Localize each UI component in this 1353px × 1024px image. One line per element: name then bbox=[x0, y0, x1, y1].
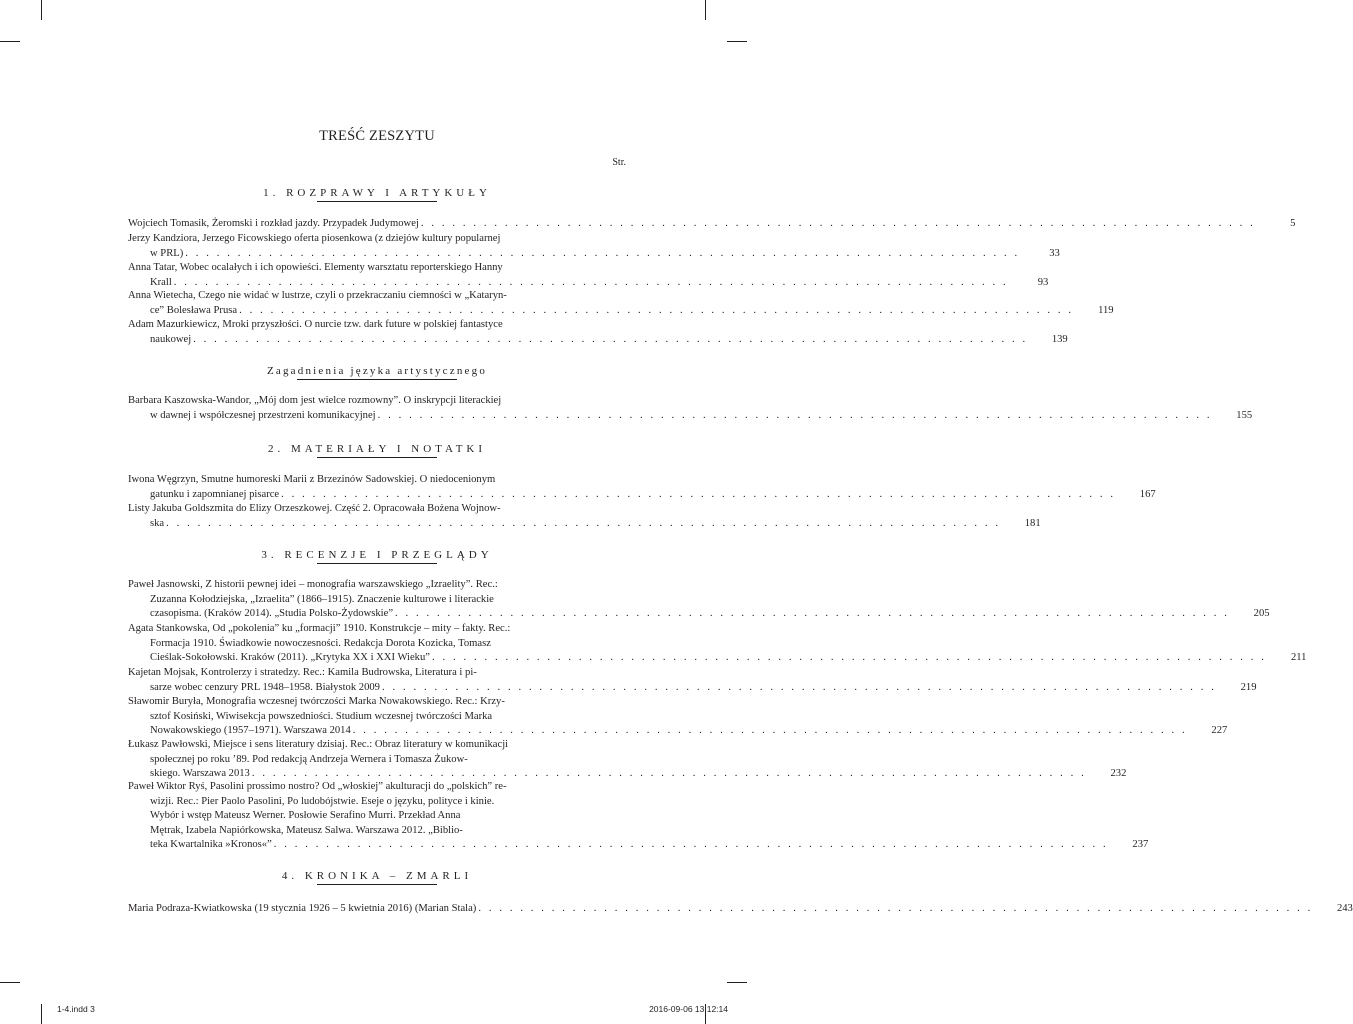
toc-entry-text: sztof Kosiński, Wiwisekcja powszedniości. Studium wczesnej twórczości Marka bbox=[150, 710, 493, 722]
toc-entry-text: teka Kwartalnika »Kronos«” bbox=[150, 839, 272, 850]
toc-entry-text: Nowakowskiego (1957–1971). Warszawa 2014 bbox=[150, 725, 351, 736]
toc-entry-line bbox=[128, 809, 626, 824]
toc-entry-text: Adam Mazurkiewicz, Mroki przyszłości. O nurcie tzw. dark future w polskiej fantastyce bbox=[128, 319, 503, 330]
toc-entry[interactable] bbox=[128, 780, 1149, 853]
dot-leader: . . . . . . . . . . . . . . . . . . . . . . . . . . . . . . . . . . . . . . . . . . . . . . . . . . . . . . . . . . . . . . . . . . . . . . . . . . . . . . . . bbox=[352, 725, 1188, 736]
toc-entry-line bbox=[128, 710, 626, 725]
toc-entry-text: Anna Tatar, Wobec ocalałych i ich opowieści. Elementy warsztatu reporterskiego Hanny bbox=[128, 262, 503, 273]
dot-leader: . . . . . . . . . . . . . . . . . . . . . . . . . . . . . . . . . . . . . . . . . . . . . . . . . . . . . . . . . . . . . . . . . . . . . . . . . . . . . . . . bbox=[193, 333, 1028, 345]
dot-leader: . . . . . . . . . . . . . . . . . . . . . . . . . . . . . . . . . . . . . . . . . . . . . . . . . . . . . . . . . . . . . . . . . . . . . . . . . . . . . . . . bbox=[377, 409, 1213, 421]
toc-entry-line bbox=[128, 681, 1257, 696]
toc-entry-text: sarze wobec cenzury PRL 1948–1958. Białystok 2009 bbox=[150, 681, 380, 693]
toc-entry-text: skiego. Warszawa 2013 bbox=[150, 768, 250, 779]
toc-entry[interactable] bbox=[128, 232, 1060, 261]
toc-entry-line bbox=[128, 666, 626, 681]
toc-entry-text: w PRL) bbox=[150, 247, 184, 259]
page-number: 232 bbox=[1110, 768, 1127, 779]
crop-mark bbox=[727, 41, 747, 42]
dot-leader: . . . . . . . . . . . . . . . . . . . . . . . . . . . . . . . . . . . . . . . . . . . . . . . . . . . . . . . . . . . . . . . . . . . . . . . . . . . . . . . . bbox=[381, 681, 1217, 693]
section-heading-3: 3. RECENZJE I PRZEGLĄDY bbox=[128, 549, 626, 564]
toc-entry-line bbox=[128, 488, 1156, 503]
subsection-heading: Zagadnienia języka artystycznego bbox=[128, 365, 626, 380]
page-number: 139 bbox=[1051, 333, 1068, 345]
toc-entry-text: Maria Podraza-Kwiatkowska (19 stycznia 1926 – 5 kwietnia 2016) (Marian Stala) bbox=[128, 903, 477, 914]
toc-entry-line bbox=[128, 217, 1296, 232]
toc-entry[interactable] bbox=[128, 217, 1296, 232]
toc-entry-line bbox=[128, 394, 626, 409]
toc-entry-line bbox=[128, 902, 1353, 917]
crop-mark bbox=[41, 0, 42, 20]
dot-leader: . . . . . . . . . . . . . . . . . . . . . . . . . . . . . . . . . . . . . . . . . . . . . . . . . . . . . . . . . . . . . . . . . . . . . . . . . . . . . . . . bbox=[273, 839, 1109, 850]
toc-entry-line bbox=[128, 753, 626, 768]
toc-entry-text: naukowej bbox=[150, 333, 192, 345]
crop-mark bbox=[727, 982, 747, 983]
page-number: 205 bbox=[1253, 608, 1270, 619]
toc-entry-text: Barbara Kaszowska-Wandor, „Mój dom jest wielce rozmowny”. O inskrypcji literackiej bbox=[128, 395, 502, 406]
section-heading-1: 1. ROZPRAWY I ARTYKUŁY bbox=[128, 187, 626, 202]
toc-entry[interactable] bbox=[128, 902, 1353, 917]
dot-leader: . . . . . . . . . . . . . . . . . . . . . . . . . . . . . . . . . . . . . . . . . . . . . . . . . . . . . . . . . . . . . . . . . . . . . . . . . . . . . . . . bbox=[239, 304, 1074, 316]
crop-mark bbox=[0, 41, 20, 42]
toc-entry-line bbox=[128, 232, 626, 247]
toc-entry-line bbox=[128, 261, 626, 276]
toc-entry-text: Paweł Wiktor Ryś, Pasolini prossimo nostro? Od „włoskiej” akulturacji do „polskich” re- bbox=[128, 781, 507, 792]
dot-leader: . . . . . . . . . . . . . . . . . . . . . . . . . . . . . . . . . . . . . . . . . . . . . . . . . . . . . . . . . . . . . . . . . . . . . . . . . . . . . . . . bbox=[281, 488, 1116, 500]
toc-entry-text: Jerzy Kandziora, Jerzego Ficowskiego oferta piosenkowa (z dziejów kultury popularnej bbox=[128, 233, 501, 244]
toc-entry-text: Wojciech Tomasik, Żeromski i rozkład jazdy. Przypadek Judymowej bbox=[128, 218, 419, 229]
toc-entry-line bbox=[128, 517, 1041, 532]
dot-leader: . . . . . . . . . . . . . . . . . . . . . . . . . . . . . . . . . . . . . . . . . . . . . . . . . . . . . . . . . . . . . . . . . . . . . . . . . . . . . . . . bbox=[173, 276, 1009, 288]
crop-mark bbox=[0, 982, 20, 983]
toc-entry[interactable] bbox=[128, 502, 1041, 531]
toc-entry-line bbox=[128, 289, 626, 304]
toc-entry-line bbox=[128, 824, 626, 839]
toc-entry-text: gatunku i zapomnianej pisarce bbox=[150, 488, 280, 500]
toc-entry-line bbox=[128, 607, 1270, 622]
dot-leader: . . . . . . . . . . . . . . . . . . . . . . . . . . . . . . . . . . . . . . . . . . . . . . . . . . . . . . . . . . . . . . . . . . . . . . . . . . . . . . . . bbox=[166, 517, 1001, 529]
toc-entry-text: Listy Jakuba Goldszmita do Elizy Orzeszkowej. Część 2. Opracowała Bożena Wojnow- bbox=[128, 503, 501, 514]
dot-leader: . . . . . . . . . . . . . . . . . . . . . . . . . . . . . . . . . . . . . . . . . . . . . . . . . . . . . . . . . . . . . . . . . . . . . . . . . . . . . . . . bbox=[478, 903, 1313, 914]
crop-mark bbox=[41, 1004, 42, 1024]
crop-mark bbox=[705, 0, 706, 20]
toc-entry-text: Anna Wietecha, Czego nie widać w lustrze, czyli o przekraczaniu ciemności w „Kataryn- bbox=[128, 290, 507, 301]
page-number: 119 bbox=[1098, 304, 1114, 316]
toc-entry-line bbox=[128, 637, 626, 652]
toc-entry-line bbox=[128, 795, 626, 810]
dot-leader: . . . . . . . . . . . . . . . . . . . . . . . . . . . . . . . . . . . . . . . . . . . . . . . . . . . . . . . . . . . . . . . . . . . . . . . . . . . . . . . . bbox=[251, 768, 1087, 779]
toc-entry-text: Zuzanna Kołodziejska, „Izraelita” (1866–1915). Znaczenie kulturowe i literackie bbox=[150, 593, 494, 605]
page-number: 33 bbox=[1049, 247, 1060, 259]
page-number: 227 bbox=[1211, 725, 1228, 736]
toc-entry-line bbox=[128, 473, 626, 488]
page-number: 181 bbox=[1024, 517, 1041, 529]
page-number: 243 bbox=[1336, 903, 1353, 914]
page-number: 155 bbox=[1236, 409, 1253, 421]
section-heading-2: 2. MATERIAŁY I NOTATKI bbox=[128, 443, 626, 458]
toc-entry-text: Iwona Węgrzyn, Smutne humoreski Marii z Brzezinów Sadowskiej. O niedocenionym bbox=[128, 474, 496, 485]
toc-entry-text: Agata Stankowska, Od „pokolenia” ku „formacji” 1910. Konstrukcje – mity – fakty. Rec.: bbox=[128, 623, 511, 634]
toc-entry-line bbox=[128, 304, 1114, 319]
toc-entry-text: Formacja 1910. Świadkowie nowoczesności. Redakcja Dorota Kozicka, Tomasz bbox=[150, 637, 491, 649]
dot-leader: . . . . . . . . . . . . . . . . . . . . . . . . . . . . . . . . . . . . . . . . . . . . . . . . . . . . . . . . . . . . . . . . . . . . . . . . . . . . . . . . bbox=[431, 652, 1267, 663]
page-number: 219 bbox=[1240, 681, 1257, 693]
toc-entry-line bbox=[128, 578, 626, 593]
toc-entry[interactable] bbox=[128, 289, 1114, 318]
toc-entry-text: ce” Bolesława Prusa bbox=[150, 304, 238, 316]
toc-entry-text: Kajetan Mojsak, Kontrolerzy i stratedzy. Rec.: Kamila Budrowska, Literatura i pi- bbox=[128, 667, 477, 678]
section-heading-4: 4. KRONIKA – ZMARLI bbox=[128, 870, 626, 885]
toc-entry[interactable] bbox=[128, 695, 1228, 739]
page-number: 211 bbox=[1290, 652, 1307, 663]
dot-leader: . . . . . . . . . . . . . . . . . . . . . . . . . . . . . . . . . . . . . . . . . . . . . . . . . . . . . . . . . . . . . . . . . . . . . . . . . . . . . . . . bbox=[420, 218, 1256, 229]
page-number: 93 bbox=[1037, 276, 1049, 288]
toc-entry[interactable] bbox=[128, 622, 1307, 666]
toc-entry-line bbox=[128, 593, 626, 608]
page-number: 5 bbox=[1290, 218, 1296, 229]
toc-entry[interactable] bbox=[128, 261, 1049, 290]
toc-entry-text: w dawnej i współczesnej przestrzeni komunikacyjnej bbox=[150, 409, 376, 421]
dot-leader: . . . . . . . . . . . . . . . . . . . . . . . . . . . . . . . . . . . . . . . . . . . . . . . . . . . . . . . . . . . . . . . . . . . . . . . . . . . . . . . . bbox=[185, 247, 1020, 259]
dot-leader: . . . . . . . . . . . . . . . . . . . . . . . . . . . . . . . . . . . . . . . . . . . . . . . . . . . . . . . . . . . . . . . . . . . . . . . . . . . . . . . . bbox=[395, 608, 1230, 619]
toc-entry-line bbox=[128, 622, 626, 637]
toc-entry-line bbox=[128, 651, 1307, 666]
toc-entry[interactable] bbox=[128, 666, 1257, 695]
toc-entry-line bbox=[128, 318, 626, 333]
toc-entry-text: wizji. Rec.: Pier Paolo Pasolini, Po ludobójstwie. Eseje o języku, polityce i kinie. bbox=[150, 795, 495, 807]
toc-entry-line bbox=[128, 695, 626, 710]
toc-entry[interactable] bbox=[128, 578, 1270, 622]
toc-entry-text: Mętrak, Izabela Napiórkowska, Mateusz Salwa. Warszawa 2012. „Biblio- bbox=[150, 824, 463, 836]
toc-entry[interactable] bbox=[128, 318, 1068, 347]
toc-entry-text: ska bbox=[150, 517, 165, 529]
page-column-label: Str. bbox=[612, 157, 626, 168]
toc-entry-line bbox=[128, 838, 1149, 853]
toc-entry-text: czasopisma. (Kraków 2014). „Studia Polsko-Żydowskie” bbox=[150, 608, 394, 619]
toc-entry-text: społecznej po roku ’89. Pod redakcją Andrzeja Wernera i Tomasza Żukow- bbox=[150, 753, 468, 765]
toc-entry-line bbox=[128, 738, 626, 753]
toc-entry-line bbox=[128, 780, 626, 795]
page-title: TREŚĆ ZESZYTU bbox=[319, 128, 435, 144]
toc-entry-line bbox=[128, 276, 1049, 291]
toc-entry-text: Sławomir Buryła, Monografia wczesnej twórczości Marka Nowakowskiego. Rec.: Krzy- bbox=[128, 696, 505, 707]
toc-entry-text: Łukasz Pawłowski, Miejsce i sens literatury dzisiaj. Rec.: Obraz literatury w komunikacji bbox=[128, 739, 509, 750]
toc-entry-text: Paweł Jasnowski, Z historii pewnej idei – monografia warszawskiego „Izraelity”. Rec.: bbox=[128, 579, 498, 590]
toc-entry-line bbox=[128, 724, 1228, 739]
toc-entry-line bbox=[128, 502, 626, 517]
toc-entry[interactable] bbox=[128, 473, 1156, 502]
footer-timestamp: 2016-09-06 13:12:14 bbox=[649, 1004, 728, 1014]
toc-entry-text: Krall bbox=[150, 276, 172, 288]
toc-entry-text: Cieślak-Sokołowski. Kraków (2011). „Krytyka XX i XXI Wieku” bbox=[150, 652, 430, 663]
page-number: 237 bbox=[1132, 839, 1149, 850]
footer-filename: 1-4.indd 3 bbox=[57, 1004, 95, 1014]
toc-entry-text: Wybór i wstęp Mateusz Werner. Posłowie Serafino Murri. Przekład Anna bbox=[150, 810, 461, 821]
toc-entry-line bbox=[128, 333, 1068, 348]
toc-entry[interactable] bbox=[128, 394, 1253, 423]
toc-entry[interactable] bbox=[128, 738, 1127, 782]
page-number: 167 bbox=[1139, 488, 1156, 500]
toc-entry-line bbox=[128, 409, 1253, 424]
toc-entry-line bbox=[128, 247, 1060, 262]
